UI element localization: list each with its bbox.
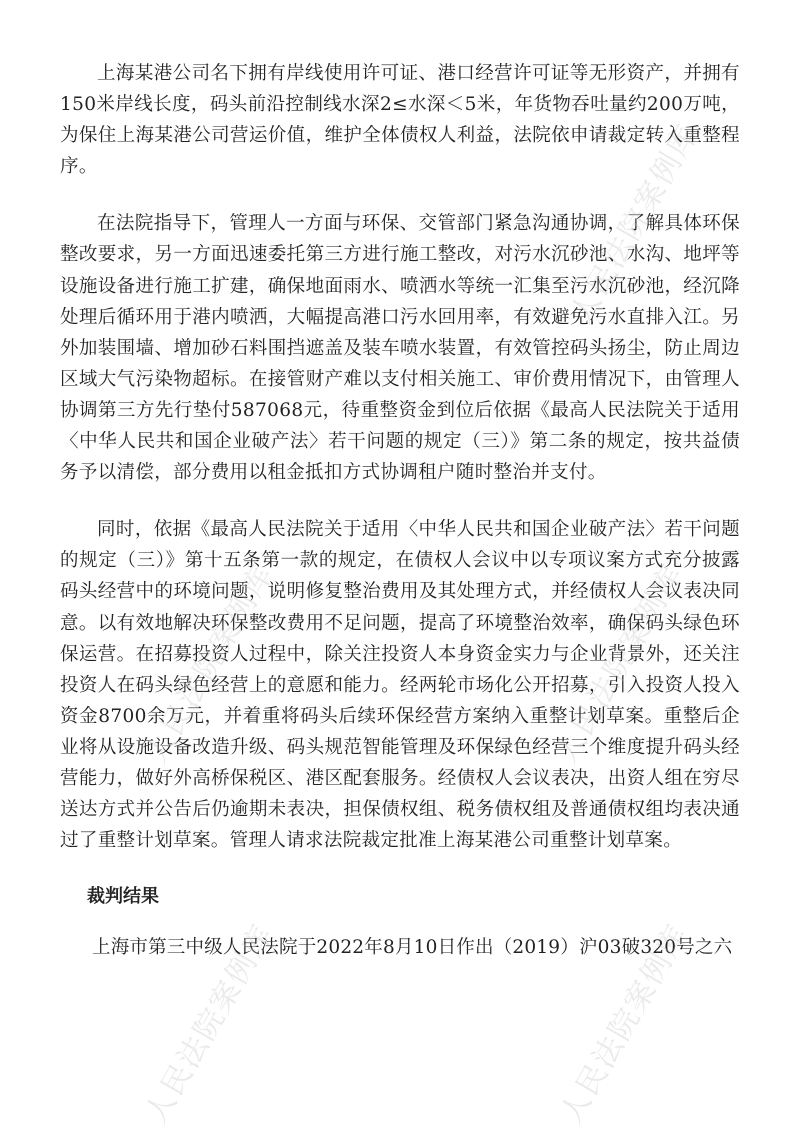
watermark: 人民法院案例库 [548,558,692,770]
watermark: 人民法院案例库 [138,918,282,1130]
watermark: 人民法院案例库 [553,918,697,1130]
paragraph-3: 同时，依据《最高人民法院关于适用〈中华人民共和国企业破产法〉若干问题的规定（三）》第十五条第一款的规定，在债权人会议中以专项议案方式充分披露码头经营中的环境问题，说明修复整治费用及其处理方式，并经债权人会议表决同意。以有效地解决环保整改费用不足问题，提高了环境整治效率，确保码头绿色环保运营。在招募投资人过程中，除关注投资人本身资金实力与企业背景外，还关注投资人在码头绿色经营上的意愿和能力。经两轮市场化公开招募，引入投资人投入资金8700余万元，并着重将码头后续环保经营方案纳入重整计划草案。重整后企业将从设施设备改造升级、码头规范智能管理及环保绿色经营三个维度提升码头经营能力，做好外高桥保税区、港区配套服务。经债权人会议表决，出资人组在穷尽送达方式并公告后仍逾期未表决，担保债权组、税务债权组及普通债权组均表决通过了重整计划草案。管理人请求法院裁定批准上海某港公司重整计划草案。 [60,519,740,852]
watermark: 人民法院案例库 [138,558,282,770]
watermark: 人民法院案例库 [563,118,707,330]
paragraph-2: 在法院指导下，管理人一方面与环保、交管部门紧急沟通协调，了解具体环保整改要求，另一方面迅速委托第三方进行施工整改，对污水沉砂池、水沟、地坪等设施设备进行施工扩建，确保地面雨水、喷洒水等统一汇集至污水沉砂池，经沉降处理后循环用于港内喷洒，大幅提高港口污水回用率，有效避免污水直排入江。另外加装围墙、增加砂石料围挡遮盖及装车喷水装置，有效管控码头扬尘，防止周边区域大气污染物超标。在接管财产难以支付相关施工、审价费用情况下，由管理人协调第三方先行垫付587068元，待重整资金到位后依据《最高人民法院关于适用〈中华人民共和国企业破产法〉若干问题的规定（三）》第二条的规定，按共益债务予以清偿，部分费用以租金抵扣方式协调租户随时整治并支付。 [60,213,740,484]
paragraph-4-partial: 上海市第三中级人民法院于2022年8月10日作出（2019）沪03破320号之六 [92,937,733,959]
section-heading: 裁判结果 [87,886,159,908]
paragraph-1: 上海某港公司名下拥有岸线使用许可证、港口经营许可证等无形资产，并拥有150米岸线长度，码头前沿控制线水深2≤水深＜5米，年货物吞吐量约200万吨，为保住上海某港公司营运价值，维护全体债权人利益，法院依申请裁定转入重整程序。 [60,63,740,178]
document-body [60,58,740,963]
